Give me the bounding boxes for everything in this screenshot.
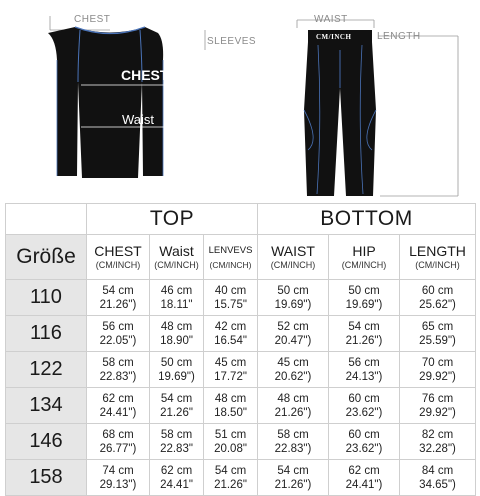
measurement-cell: 74 cm 29.13") bbox=[87, 460, 150, 496]
measurement-cell: 70 cm 29.92") bbox=[400, 352, 476, 388]
size-chart-table bbox=[5, 203, 476, 496]
measurement-cell: 54 cm 21.26" bbox=[150, 388, 204, 424]
measurement-cell: 50 cm 19.69") bbox=[329, 280, 400, 316]
measurement-cell: 68 cm 26.77") bbox=[87, 424, 150, 460]
measurement-cell: 76 cm 29.92") bbox=[400, 388, 476, 424]
chest-label: CHEST bbox=[74, 14, 111, 25]
pants-waist-label: WAIST bbox=[314, 14, 348, 25]
measurement-cell: 56 cm 22.05") bbox=[87, 316, 150, 352]
measurement-cell: 84 cm 34.65") bbox=[400, 460, 476, 496]
measurement-cell: 48 cm 21.26") bbox=[258, 388, 329, 424]
shirt-waist-text: Waist bbox=[122, 112, 155, 127]
measurement-cell: 62 cm 24.41") bbox=[87, 388, 150, 424]
measurement-cell: 82 cm 32.28") bbox=[400, 424, 476, 460]
measurement-cell: 60 cm 23.62") bbox=[329, 424, 400, 460]
length-label: LENGTH bbox=[377, 31, 421, 42]
measurement-cell: 46 cm 18.11" bbox=[150, 280, 204, 316]
size-cell: 158 bbox=[6, 460, 87, 496]
measurement-cell: 62 cm 24.41" bbox=[150, 460, 204, 496]
col-header: HIP (CM/INCH) bbox=[329, 235, 400, 280]
measurement-cell: 50 cm 19.69") bbox=[258, 280, 329, 316]
measurement-cell: 58 cm 22.83" bbox=[150, 424, 204, 460]
measurement-cell: 42 cm 16.54" bbox=[204, 316, 258, 352]
group-top: TOP bbox=[87, 204, 258, 235]
measurement-cell: 65 cm 25.59") bbox=[400, 316, 476, 352]
measurement-cell: 54 cm 21.26") bbox=[87, 280, 150, 316]
measurement-cell: 45 cm 20.62") bbox=[258, 352, 329, 388]
sleeves-label: SLEEVES bbox=[207, 36, 257, 47]
measurement-cell: 54 cm 21.26" bbox=[204, 460, 258, 496]
measurement-cell: 40 cm 15.75" bbox=[204, 280, 258, 316]
measurement-cell: 56 cm 24.13") bbox=[329, 352, 400, 388]
measurement-cell: 52 cm 20.47") bbox=[258, 316, 329, 352]
size-cell: 122 bbox=[6, 352, 87, 388]
size-cell: 146 bbox=[6, 424, 87, 460]
col-header: CHEST (CM/INCH) bbox=[87, 235, 150, 280]
measurement-cell: 60 cm 23.62") bbox=[329, 388, 400, 424]
group-bottom: BOTTOM bbox=[258, 204, 476, 235]
measurement-cell: 51 cm 20.08" bbox=[204, 424, 258, 460]
table-row bbox=[6, 352, 476, 388]
col-header: WAIST (CM/INCH) bbox=[258, 235, 329, 280]
pants-band-text: CM/INCH bbox=[316, 33, 352, 41]
shirt-chest-text: CHEST bbox=[121, 67, 169, 83]
measurement-cell: 54 cm 21.26") bbox=[258, 460, 329, 496]
size-cell: 116 bbox=[6, 316, 87, 352]
long-pants-image bbox=[304, 30, 376, 196]
size-header: Größe bbox=[6, 235, 87, 280]
size-cell: 134 bbox=[6, 388, 87, 424]
measurement-cell: 45 cm 17.72" bbox=[204, 352, 258, 388]
table-row bbox=[6, 460, 476, 496]
table-row bbox=[6, 424, 476, 460]
col-header: Waist (CM/INCH) bbox=[150, 235, 204, 280]
measurement-cell: 48 cm 18.50" bbox=[204, 388, 258, 424]
measurement-cell: 48 cm 18.90" bbox=[150, 316, 204, 352]
table-row bbox=[6, 316, 476, 352]
long-sleeve-top-image bbox=[48, 27, 179, 178]
measurement-cell: 50 cm 19.69") bbox=[150, 352, 204, 388]
measurement-cell: 62 cm 24.41") bbox=[329, 460, 400, 496]
col-header: LENVEVS (CM/INCH) bbox=[204, 235, 258, 280]
table-row bbox=[6, 388, 476, 424]
table-row bbox=[6, 280, 476, 316]
measurement-cell: 58 cm 22.83") bbox=[87, 352, 150, 388]
col-header: LENGTH (CM/INCH) bbox=[400, 235, 476, 280]
measurement-cell: 60 cm 25.62") bbox=[400, 280, 476, 316]
measurement-cell: 58 cm 22.83") bbox=[258, 424, 329, 460]
size-cell: 110 bbox=[6, 280, 87, 316]
measurement-cell: 54 cm 21.26") bbox=[329, 316, 400, 352]
